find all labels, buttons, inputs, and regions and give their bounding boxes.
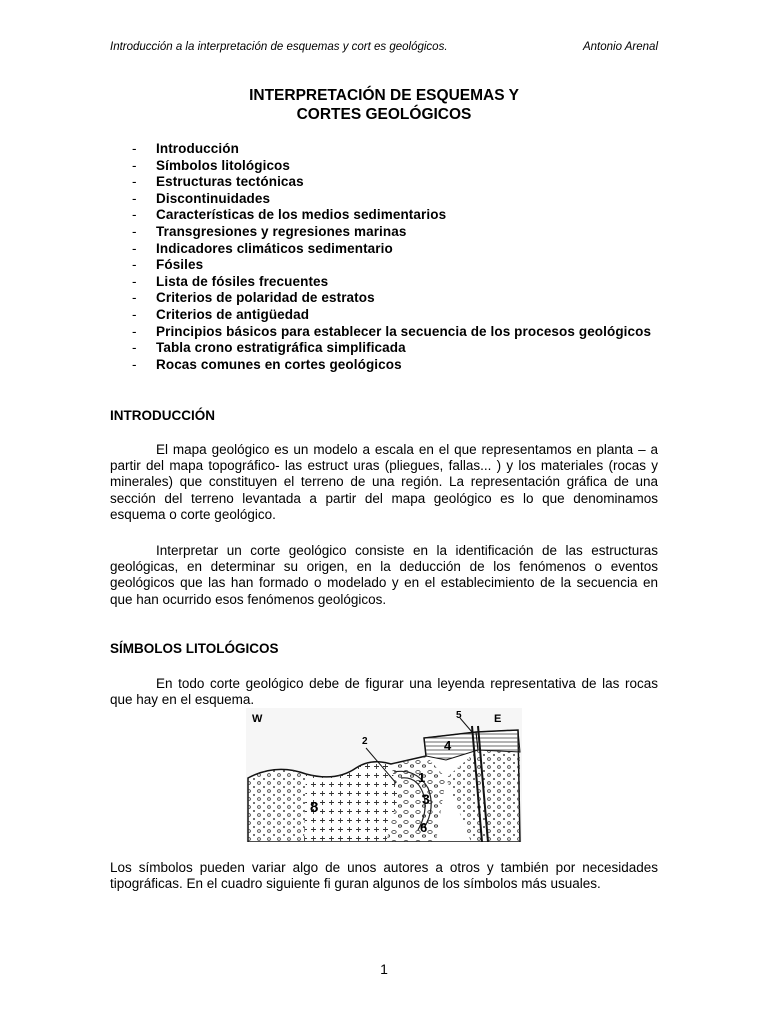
header-author: Antonio Arenal — [582, 41, 658, 53]
toc-bullet: - — [132, 257, 137, 273]
toc-bullet: - — [132, 273, 137, 289]
paragraph-text: En todo corte geológico debe de figurar una leyenda representativa de las rocas que hay en el esquema. — [110, 676, 658, 708]
label-2: 2 — [362, 736, 368, 747]
page-title — [110, 86, 658, 124]
page-number: 1 — [380, 961, 388, 977]
toc-item-label: Transgresiones y regresiones marinas — [156, 223, 407, 239]
toc-item — [110, 357, 658, 374]
toc-item-label: Estructuras tectónicas — [156, 174, 304, 190]
paragraph-text: Los símbolos pueden variar algo de unos autores a otros y también por necesidades tipográficas. En el cuadro siguiente fi guran algunos de los símbolos más usuales. — [110, 860, 658, 892]
toc-item — [110, 324, 658, 341]
conglomerate-block — [248, 769, 306, 842]
toc-bullet: - — [132, 306, 137, 322]
toc-item — [110, 224, 658, 241]
horizontal-strata — [476, 730, 520, 752]
label-6: 6 — [420, 820, 428, 835]
toc-bullet: - — [132, 323, 137, 339]
toc-item — [110, 207, 658, 224]
toc-item — [110, 191, 658, 208]
page-title-line-1: INTERPRETACIÓN DE ESQUEMAS Y — [249, 87, 519, 104]
label-4: 4 — [444, 738, 452, 753]
toc-bullet: - — [132, 190, 137, 206]
toc-item — [110, 257, 658, 274]
toc-item — [110, 241, 658, 258]
toc-item-label: Principios básicos para establecer la secuencia de los procesos geológicos — [156, 323, 652, 339]
label-8: 8 — [310, 799, 319, 816]
toc-item — [110, 274, 658, 291]
label-3: 3 — [422, 791, 430, 807]
paragraph-intro-1 — [110, 442, 658, 523]
toc-item — [110, 158, 658, 175]
geological-cross-section-figure — [246, 708, 522, 842]
toc-bullet: - — [132, 174, 137, 190]
cross-section-drawing — [246, 708, 522, 842]
toc-item-label: Introducción — [156, 141, 239, 156]
paragraph-text: El mapa geológico es un modelo a escala en el que representamos en planta – a partir del mapa topográfico- las estruct uras (pliegues, fallas... ) y los materiales (rocas y minerales) que constituyen el terreno de una región. La representación gráfica de una sección del terreno levantada a partir del mapa geológico es lo que denominamos esquema o corte geológico. — [110, 442, 658, 522]
toc-bullet: - — [132, 141, 137, 156]
toc-item-label: Características de los medios sedimentarios — [156, 207, 447, 223]
toc-bullet: - — [132, 340, 137, 356]
toc-item-label: Fósiles — [156, 257, 204, 273]
toc-item-label: Símbolos litológicos — [156, 157, 291, 173]
label-west: W — [252, 713, 263, 725]
paragraph-intro-2 — [110, 543, 658, 608]
toc-bullet: - — [132, 240, 137, 256]
toc-item — [110, 307, 658, 324]
toc-item — [110, 290, 658, 307]
label-1: 1 — [418, 770, 426, 785]
toc-bullet: - — [132, 290, 137, 306]
toc-item-label: Lista de fósiles frecuentes — [156, 273, 329, 289]
paragraph-symbols-1 — [110, 676, 658, 708]
toc-item — [110, 174, 658, 191]
toc-bullet: - — [132, 223, 137, 239]
paragraph-symbols-2 — [110, 860, 658, 892]
section-heading-simbolos: SÍMBOLOS LITOLÓGICOS — [110, 641, 279, 656]
paragraph-text: Interpretar un corte geológico consiste en la identificación de las estructuras geológicas, en determinar su origen, en la deducción de los fenómenos o eventos geológicos que las han formado o modelado y en el establecimiento de la secuencia en que han ocurrido esos fenómenos geológicos. — [110, 543, 658, 607]
toc-item — [110, 141, 658, 158]
toc-item — [110, 340, 658, 357]
toc-item-label: Indicadores climáticos sedimentario — [156, 240, 393, 256]
section-heading-introduccion: INTRODUCCIÓN — [110, 408, 215, 423]
table-of-contents — [110, 141, 658, 373]
label-east: E — [494, 713, 502, 725]
toc-item-label: Criterios de polaridad de estratos — [156, 290, 375, 306]
toc-bullet: - — [132, 157, 137, 173]
toc-bullet: - — [132, 207, 137, 223]
toc-item-label: Rocas comunes en cortes geológicos — [156, 356, 402, 372]
toc-bullet: - — [132, 356, 137, 372]
toc-item-label: Criterios de antigüedad — [156, 306, 310, 322]
page-title-line-2: CORTES GEOLÓGICOS — [296, 106, 472, 123]
header-document-title: Introducción a la interpretación de esquemas y cort es geológicos. — [110, 41, 448, 53]
toc-item-label: Discontinuidades — [156, 190, 271, 206]
label-5: 5 — [456, 710, 462, 721]
toc-item-label: Tabla crono estratigráfica simplificada — [156, 340, 406, 356]
